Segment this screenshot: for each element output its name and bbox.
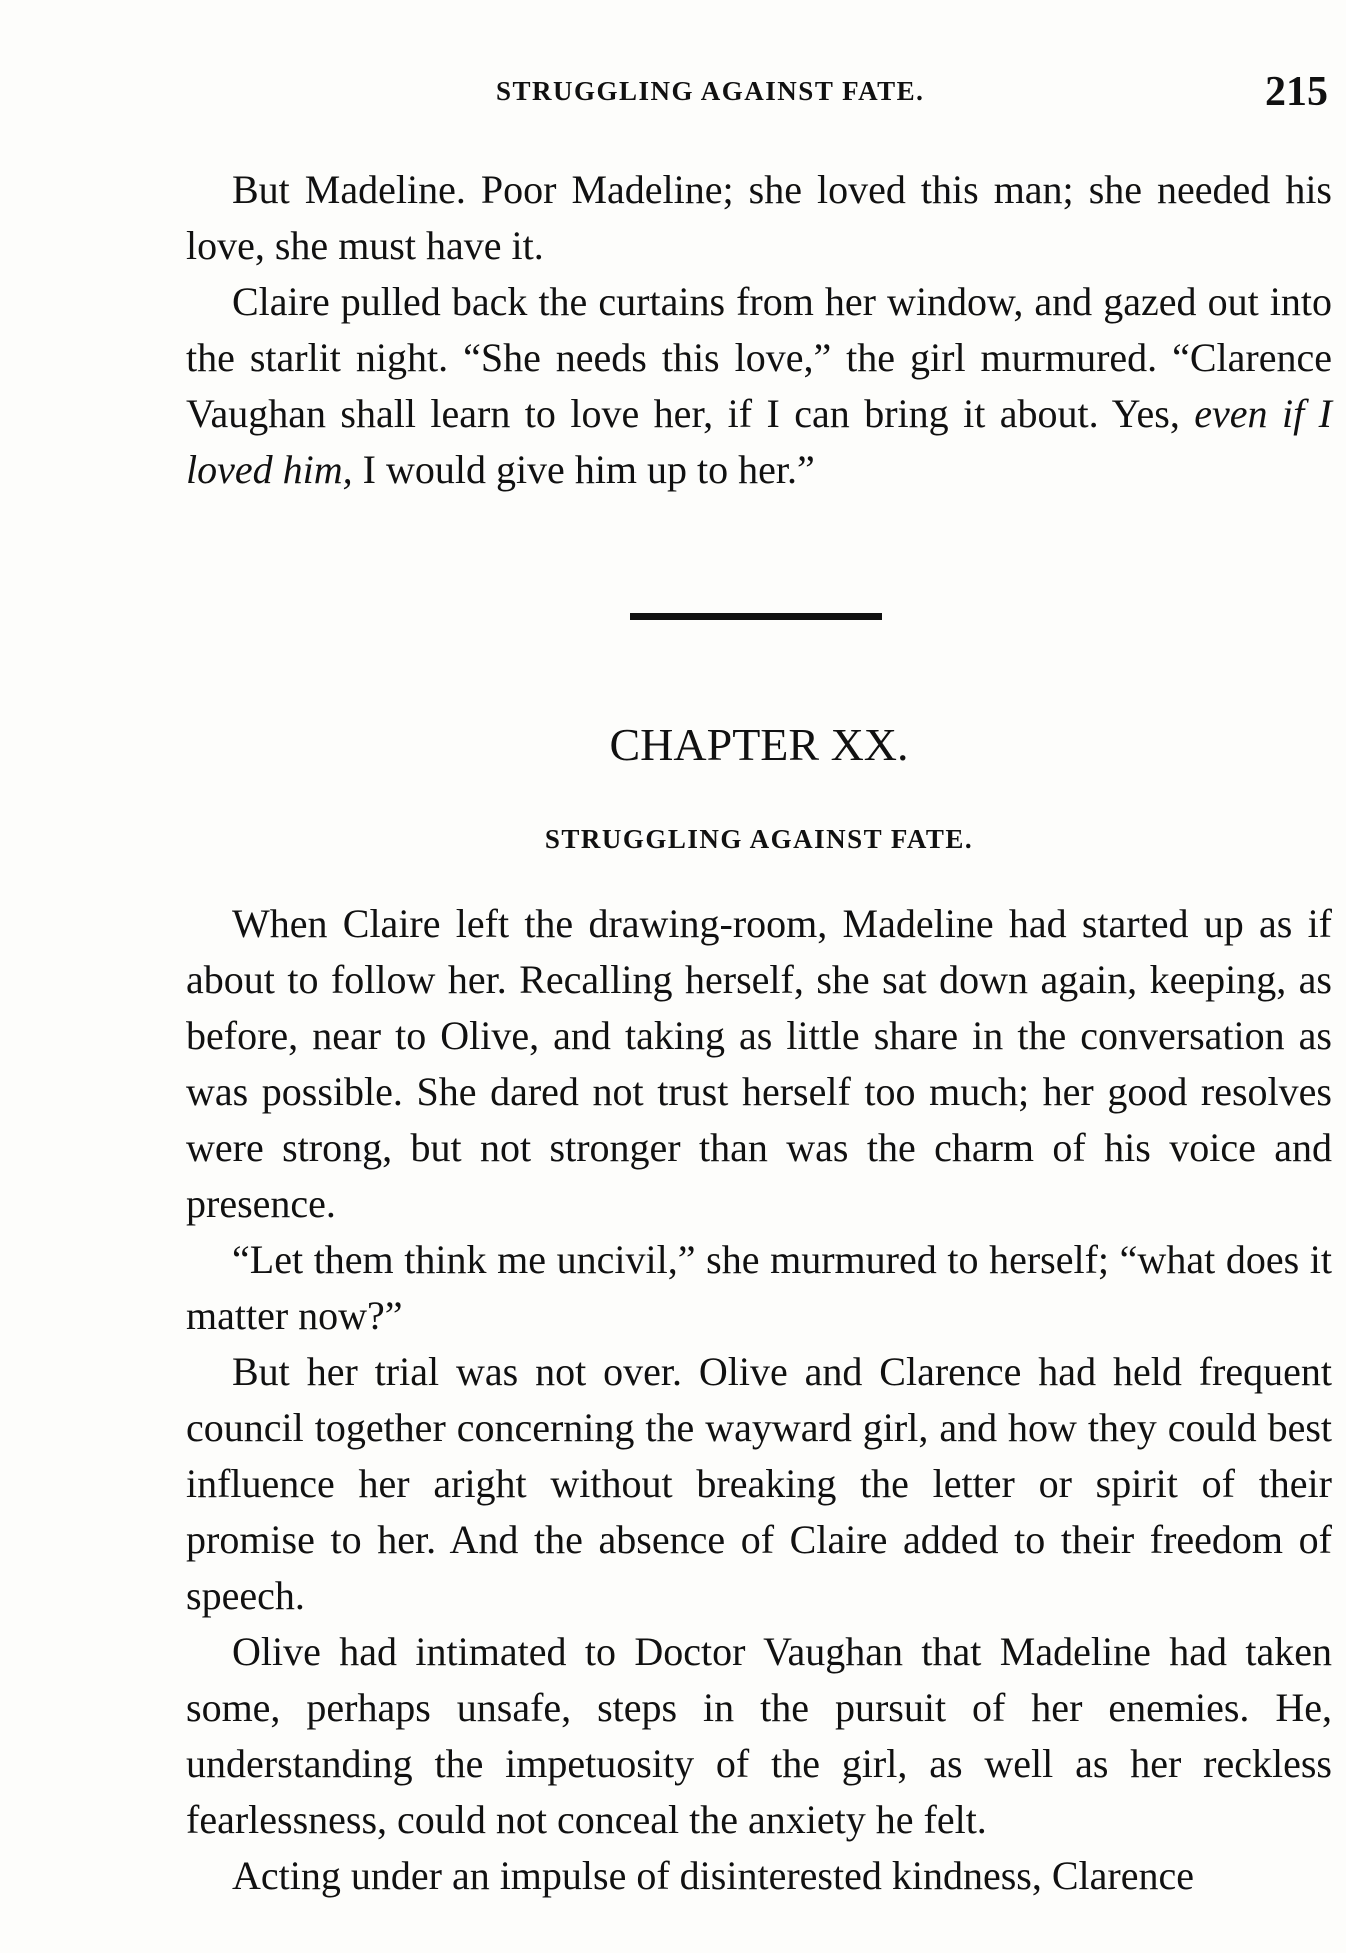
paragraph: But Madeline. Poor Madeline; she loved this man; she needed his love, she must have it. bbox=[186, 167, 1332, 268]
chapter-title: CHAPTER XX. bbox=[609, 719, 909, 770]
running-title: STRUGGLING AGAINST FATE. bbox=[496, 76, 925, 106]
paragraph: When Claire left the drawing-room, Madeline had started up as if about to follow her. Recalling herself, she sat down again, keeping, as before, near to Olive, and taking as little share in the conversation as was possible. She dared not trust herself too much; her good resolves were strong, but not stronger than was the charm of his voice and presence. bbox=[186, 901, 1332, 1226]
paragraph: But her trial was not over. Olive and Clarence had held frequent council together concerning the wayward girl, and how they could best influence her aright without breaking the letter or spirit of their promise to her. And the absence of Claire added to their freedom of speech. bbox=[186, 1349, 1332, 1618]
paragraph-text: Claire pulled back the curtains from her window, and gazed out into the starlit night. “She needs this love,” the girl murmured. “Clarence Vaughan shall learn to love her, if I can bring it about. Yes, bbox=[186, 279, 1332, 436]
page-number: 215 bbox=[1265, 69, 1328, 115]
paragraph bbox=[186, 274, 1332, 498]
running-head bbox=[186, 68, 1336, 118]
section-divider bbox=[630, 613, 882, 620]
paragraph: “Let them think me uncivil,” she murmured to herself; “what does it matter now?” bbox=[186, 1237, 1332, 1338]
paragraph: Olive had intimated to Doctor Vaughan that Madeline had taken some, perhaps unsafe, steps in the pursuit of her enemies. He, understanding the impetuosity of the girl, as well as her reckless fearlessness, could not conceal the anxiety he felt. bbox=[186, 1629, 1332, 1842]
paragraph-text: I would give him up to her.” bbox=[352, 447, 815, 492]
paragraph: Acting under an impulse of disinterested kindness, Clarence bbox=[232, 1853, 1194, 1898]
chapter-subtitle: STRUGGLING AGAINST FATE. bbox=[544, 824, 974, 854]
chapter-text-block bbox=[186, 896, 1332, 1904]
italic-phrase: even if I loved him, bbox=[186, 391, 1332, 492]
top-text-block bbox=[186, 162, 1332, 498]
